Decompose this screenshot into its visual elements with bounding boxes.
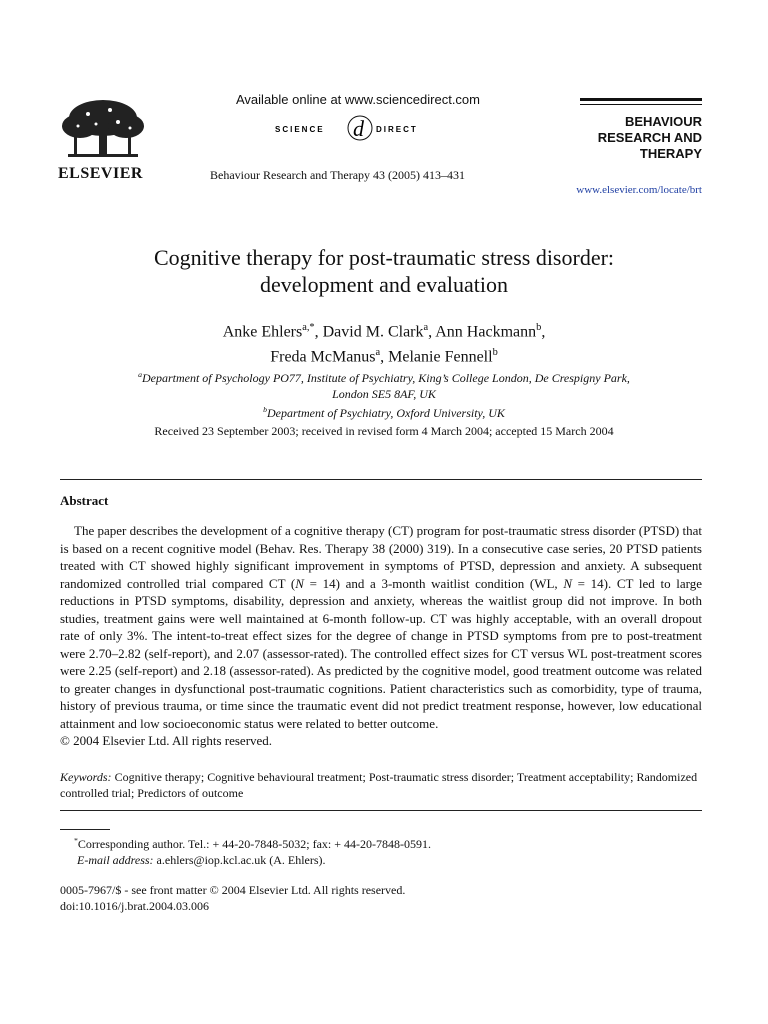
author-name: Freda McManus xyxy=(270,348,376,366)
affil-text: Department of Psychiatry, Oxford University, UK xyxy=(267,406,505,420)
author-name: David M. Clark xyxy=(322,323,424,341)
email-label: E-mail address: xyxy=(77,853,154,867)
author-sup: a xyxy=(423,322,429,333)
affil-text: Department of Psychology PO77, Institute of Psychiatry, King’s College London, De Crespigny Park, xyxy=(141,371,630,385)
affiliations xyxy=(60,367,708,421)
abstract-part-1: The paper describes the development of a cognitive therapy (CT) program for post-traumatic stress disorder (PTSD) that is based on a recent cognitive model (Behav. Res. Therapy 38 (2000) 319). In a consecutive case series, 20 PTSD patients treated with CT showed highly significant improvement in symptoms of PTSD, depression and anxiety. A subsequent randomized controlled trial compared CT ( xyxy=(60,523,702,591)
affil-marker: b xyxy=(263,405,268,414)
sd-mark: d xyxy=(353,116,364,141)
affiliation-b xyxy=(60,402,708,421)
title-line-1: Cognitive therapy for post-traumatic stress disorder: xyxy=(153,245,615,270)
keywords-text: Cognitive therapy; Cognitive behavioural treatment; Post-traumatic stress disorder; Treatment acceptability; Randomized controlled trial; Predictors of outcome xyxy=(60,770,698,800)
corresponding-author xyxy=(60,833,702,852)
journal-url-link[interactable]: www.elsevier.com/locate/brt xyxy=(576,184,702,196)
publisher-name: ELSEVIER xyxy=(58,165,143,182)
sd-right-text: DIRECT xyxy=(376,125,418,134)
affiliation-a-line-1 xyxy=(60,367,708,386)
divider-bottom xyxy=(60,810,702,811)
footnote xyxy=(60,833,702,868)
affil-marker: a xyxy=(138,370,142,379)
divider-top xyxy=(60,479,702,480)
abstract-copyright: © 2004 Elsevier Ltd. All rights reserved. xyxy=(60,733,273,748)
author-sup: b xyxy=(536,322,542,333)
n-symbol: N xyxy=(295,575,304,591)
issn-line: 0005-7967/$ - see front matter © 2004 Elsevier Ltd. All rights reserved. xyxy=(60,883,406,897)
brand-line-1: BEHAVIOUR xyxy=(624,114,702,129)
corresponding-text: Corresponding author. Tel.: + 44-20-7848-5032; fax: + 44-20-7848-0591. xyxy=(77,837,431,851)
author-list xyxy=(60,317,708,368)
title-line-2: development and evaluation xyxy=(259,272,509,297)
author-name: Ann Hackmann xyxy=(435,323,537,341)
footnote-rule xyxy=(60,829,110,830)
footnote-marker: * xyxy=(74,836,78,845)
front-matter xyxy=(60,882,702,914)
affiliation-a-line-2: London SE5 8AF, UK xyxy=(332,387,436,401)
journal-reference: Behaviour Research and Therapy 43 (2005) 413–431 xyxy=(210,168,466,182)
brand-rules xyxy=(580,98,702,105)
received-dates: Received 23 September 2003; received in revised form 4 March 2004; accepted 15 March 2004 xyxy=(154,424,614,438)
journal-brand xyxy=(578,114,702,162)
author-name: Anke Ehlers xyxy=(222,323,303,341)
author-sup: a xyxy=(375,347,381,359)
abstract-heading: Abstract xyxy=(60,493,109,508)
brand-line-3: THERAPY xyxy=(639,146,702,161)
doi-line[interactable]: doi:10.1016/j.brat.2004.03.006 xyxy=(60,899,209,913)
brand-line-2: RESEARCH AND xyxy=(597,130,702,145)
keywords-label: Keywords: xyxy=(60,770,112,784)
author-sup: b xyxy=(492,347,498,359)
abstract-body xyxy=(60,522,702,750)
authors-line-1: Anke Ehlers$^{a,*}$, David M. Clark$^a$, Ann Hackmann$^b$, xyxy=(222,322,546,341)
sciencedirect-logo xyxy=(270,110,450,150)
email-link[interactable]: a.ehlers@iop.kcl.ac.uk (A. Ehlers). xyxy=(156,853,326,867)
email-line xyxy=(60,852,702,868)
abstract-part-2: = 14) and a 3-month waitlist condition (WL, xyxy=(303,575,564,591)
available-online-text: Available online at www.sciencedirect.com xyxy=(236,92,480,107)
author-name: Melanie Fennell xyxy=(388,348,493,366)
abstract-part-3: = 14). CT led to large reductions in PTSD symptoms, disability, depression and anxiety, whereas the waitlist group did not improve. In both studies, treatment gains were well maintained at 6-month follow-up. CT was highly acceptable, with an overall dropout rate of only 3%. The intent-to-treat effect sizes for the degree of change in PTSD symptoms from pre to post-treatment were 2.70–2.82 (self-report), and 2.07 (assessor-rated). The controlled effect sizes for CT versus WL post-treatment scores were 2.25 (self-report) and 2.18 (assessor-rated). As predicted by the cognitive model, good treatment outcome was related to greater changes in dysfunctional post-traumatic cognitions. Patient characteristics such as comorbidity, type of trauma, history of previous trauma, or time since the traumatic event did not predict treatment response, however, low educational attainment and low socioeconomic status were related to better outcome. xyxy=(60,575,702,731)
authors-line-2: Freda McManus$^a$, Melanie Fennell$^b$ xyxy=(270,347,498,366)
n-symbol: N xyxy=(563,575,572,591)
sd-left-text: SCIENCE xyxy=(275,125,325,134)
author-sup: a,* xyxy=(302,322,315,333)
article-title xyxy=(60,244,708,298)
keywords xyxy=(60,769,702,801)
